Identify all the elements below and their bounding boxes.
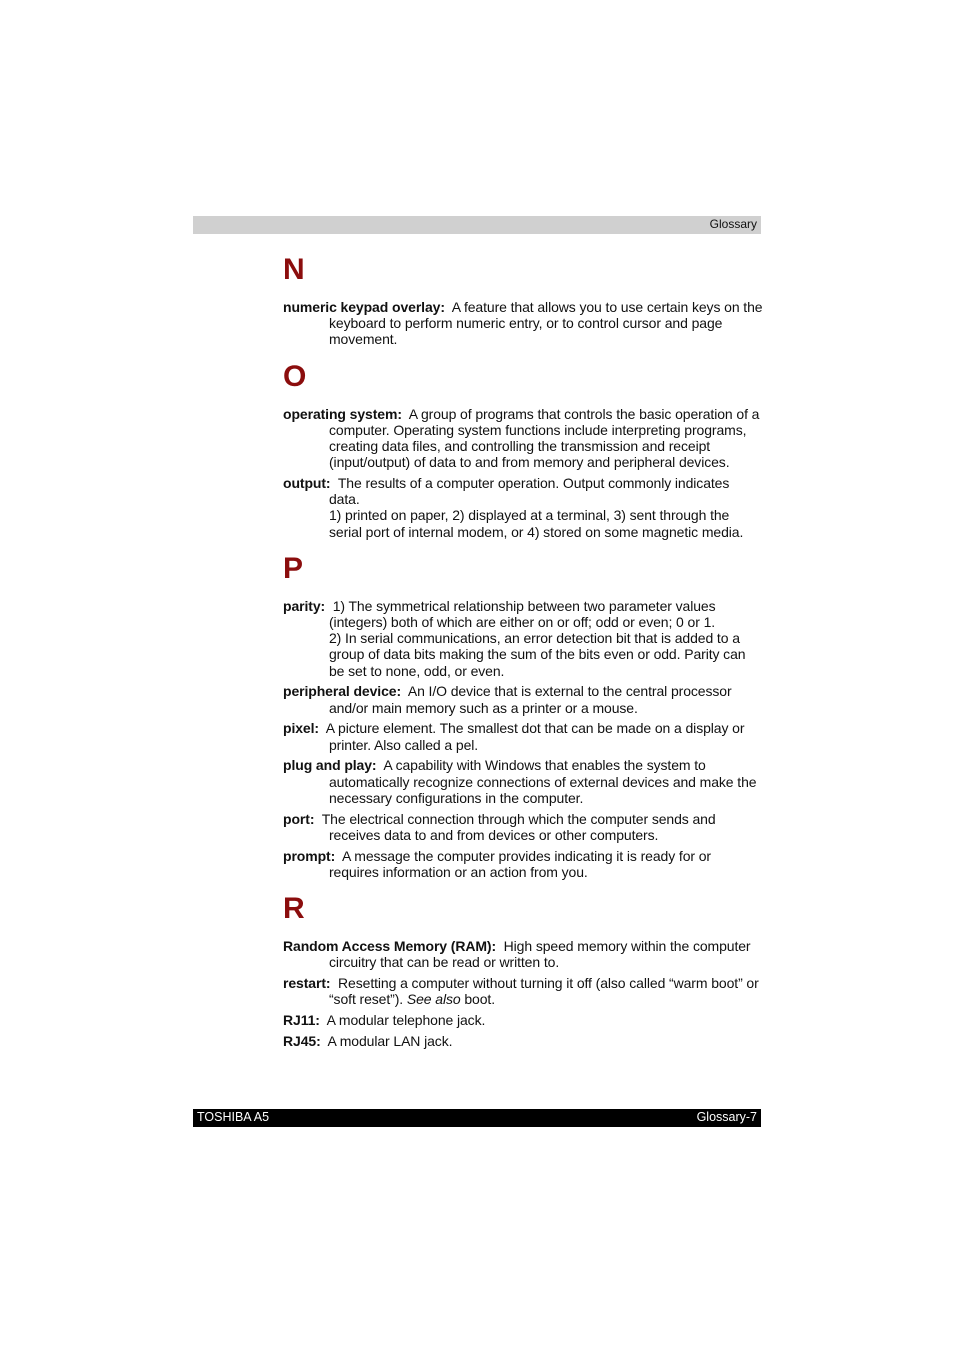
entry-definition: A message the computer provides indicating it is ready for or requires information or an action from you. (329, 847, 711, 880)
entry-term: operating system: (283, 405, 402, 422)
entry-definition-continued: 1) printed on paper, 2) displayed at a terminal, 3) sent through the serial port of internal modem, or 4) stored on some magnetic media. (329, 507, 744, 540)
entry-definition: A modular LAN jack. (327, 1032, 453, 1049)
entry-term: pixel: (283, 720, 319, 737)
glossary-entry (283, 683, 763, 715)
glossary-entry (283, 938, 763, 970)
entry-term: RJ45: (283, 1032, 321, 1049)
entry-definition-continued: 2) In serial communications, an error detection bit that is added to a group of data bits making the sum of the bits even or odd. Parity can be set to none, odd, or even. (329, 630, 746, 679)
entry-definition: A capability with Windows that enables the system to automatically recognize connections of external devices and make the necessary configurations in the computer. (329, 757, 757, 806)
entry-term: numeric keypad overlay: (283, 299, 445, 315)
entry-term: peripheral device: (283, 683, 402, 700)
entry-definition: An I/O device that is external to the central processor and/or main memory such as a printer or a mouse. (329, 683, 732, 716)
entry-term: RJ11: (283, 1012, 320, 1029)
header-section-title: Glossary (709, 217, 757, 231)
entry-term: restart: (283, 975, 331, 992)
glossary-entry (283, 598, 763, 679)
section-letter-r: R (283, 892, 305, 926)
entry-definition: A group of programs that controls the basic operation of a computer. Operating system functions include interpreting programs, creating data files, and controlling the transmission and receipt (input/output) of data to and from memory and peripheral devices. (329, 405, 760, 471)
entry-term: output: (283, 475, 331, 492)
entry-term: parity: (283, 597, 326, 614)
entry-term: port: (283, 810, 315, 827)
glossary-entry (283, 848, 763, 880)
entry-definition: The results of a computer operation. Output commonly indicates data. (329, 475, 730, 508)
entry-term: prompt: (283, 847, 336, 864)
section-letter-n: N (283, 253, 305, 286)
glossary-entry (283, 757, 763, 806)
glossary-entry (283, 975, 763, 1007)
footer-bar (193, 1109, 761, 1127)
entry-definition: Resetting a computer without turning it off (also called “warm boot” or “soft reset”). (329, 975, 759, 1008)
entry-definition: The electrical connection through which the computer sends and receives data to and from devices or other computers. (321, 810, 716, 843)
header-bar (193, 216, 761, 234)
glossary-entry (283, 1012, 763, 1028)
glossary-entry (283, 406, 763, 471)
entry-definition: A modular telephone jack. (326, 1012, 486, 1029)
see-also-label: See also (406, 991, 461, 1008)
entry-term: plug and play: (283, 757, 377, 774)
footer-page-number: Glossary-7 (696, 1110, 757, 1124)
entry-definition: A picture element. The smallest dot that can be made on a display or printer. Also called a pel. (325, 720, 745, 753)
glossary-content (283, 253, 763, 1054)
footer-product-name: TOSHIBA A5 (197, 1110, 270, 1124)
entry-definition: High speed memory within the computer circuitry that can be read or written to. (329, 938, 751, 971)
section-letter-p: P (283, 551, 304, 585)
see-also-reference: boot. (464, 991, 495, 1008)
glossary-entry (283, 475, 763, 540)
entry-term: Random Access Memory (RAM): (283, 938, 497, 955)
entry-definition: 1) The symmetrical relationship between two parameter values (integers) both of which are either on or off; odd or even; 0 or 1. (329, 597, 716, 631)
glossary-entry (283, 720, 763, 752)
glossary-entry (283, 811, 763, 843)
glossary-entry (283, 1033, 763, 1049)
glossary-entry (283, 299, 763, 348)
section-letter-o: O (283, 359, 307, 393)
entry-definition: A feature that allows you to use certain keys on the keyboard to perform numeric entry, or to control cursor and page movement. (329, 299, 763, 348)
